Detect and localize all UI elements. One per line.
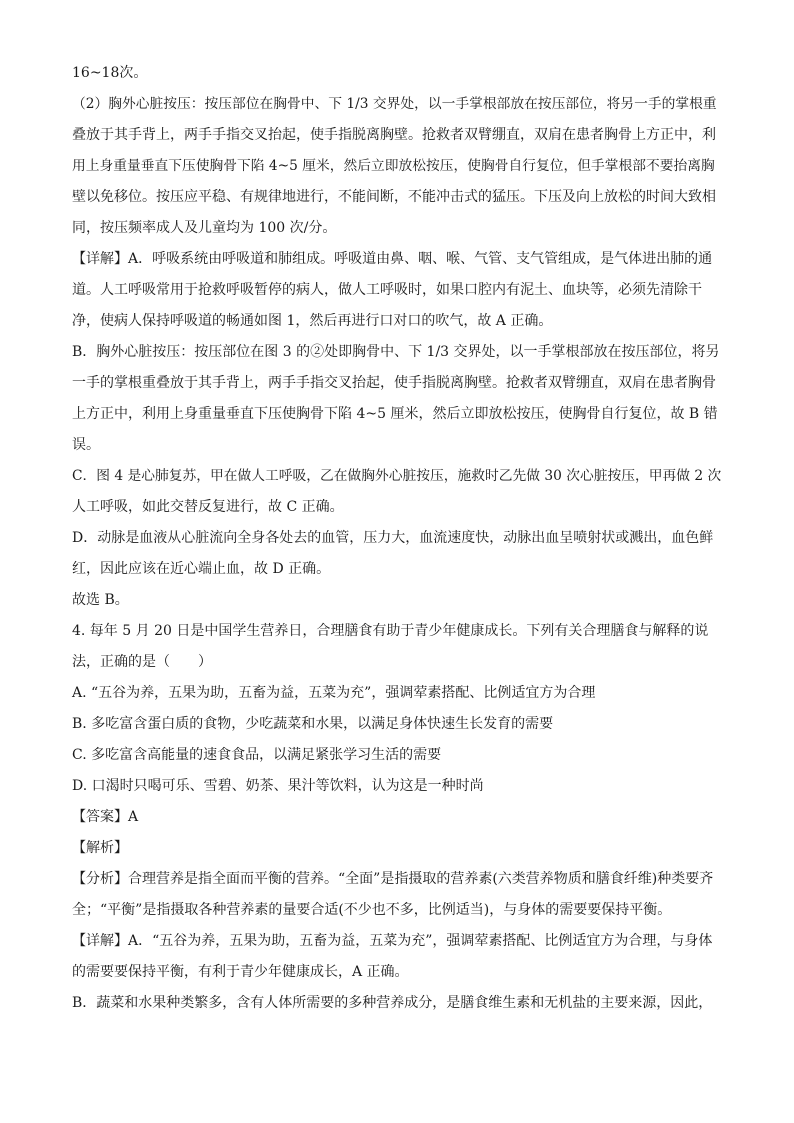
text-line: 壁以免移位。按压应平稳、有规律地进行，不能间断，不能冲击式的猛压。下压及向上放松的时间大致相 [72,189,716,205]
document-page [72,58,724,1019]
option-b: B. 多吃富含蛋白质的食物，少吃蔬菜和水果，以满足身体快速生长发育的需要 [72,716,554,732]
text-line: 净，使病人保持呼吸道的畅通如图 1，然后再进行口对口的吹气，故 A 正确。 [72,313,553,329]
text-line: （2）胸外心脏按压：按压部位在胸骨中、下 1/3 交界处，以一手掌根部放在按压部位，将另一手的掌根重 [72,96,717,112]
question-stem: 4. 每年 5 月 20 日是中国学生营养日，合理膳食有助于青少年健康成长。下列有关合理膳食与解释的说 [72,623,709,639]
option-c: C. 多吃富含高能量的速食食品，以满足紧张学习生活的需要 [72,747,442,763]
text-line: 道。人工呼吸常用于抢救呼吸暂停的病人，做人工呼吸时，如果口腔内有泥土、血块等，必须先清除干 [72,282,702,298]
text-line: 16~18次。 [72,65,148,81]
text-line: 误。 [72,437,100,453]
text-line: 【详解】A．呼吸系统由呼吸道和肺组成。呼吸道由鼻、咽、喉、气管、支气管组成，是气体进出肺的通 [72,251,713,267]
text-line: 【详解】A．“五谷为养，五果为助，五畜为益，五菜为充”，强调荤素搭配、比例适宜方为合理，与身体 [72,933,713,949]
analysis-heading: 【解析】 [72,840,128,856]
text-line: 一手的掌根重叠放于其手背上，两手手指交叉抬起，使手指脱离胸壁。抢救者双臂绷直，双肩在患者胸骨 [72,375,716,391]
text-line: B．胸外心脏按压：按压部位在图 3 的②处即胸骨中、下 1/3 交界处，以一手掌根部放在按压部位，将另 [72,344,720,360]
text-line: 的需要要保持平衡，有利于青少年健康成长，A 正确。 [72,964,409,980]
text-line: 叠放于其手背上，两手手指交叉抬起，使手指脱离胸壁。抢救者双臂绷直，双肩在患者胸骨上方正中，利 [72,127,716,143]
text-line: 故选 B。 [72,592,129,608]
text-line: 【分析】合理营养是指全面而平衡的营养。“全面”是指摄取的营养素(六类营养物质和膳食纤维)种类要齐 [72,871,714,887]
question-stem: 法，正确的是（ ） [72,654,212,670]
text-line: 用上身重量垂直下压使胸骨下陷 4~5 厘米，然后立即放松按压，使胸骨自行复位，但手掌根部不要抬离胸 [72,158,715,174]
text-line: D．动脉是血液从心脏流向全身各处去的血管，压力大，血流速度快，动脉出血呈喷射状或溅出，血色鲜 [72,530,714,546]
text-line: C．图 4 是心肺复苏，甲在做人工呼吸，乙在做胸外心脏按压，施救时乙先做 30 次心脏按压，甲再做 2 次 [72,468,722,484]
text-line: 红，因此应该在近心端止血，故 D 正确。 [72,561,331,577]
text-line: B．蔬菜和水果种类繁多，含有人体所需要的多种营养成分，是膳食维生素和无机盐的主要来源，因此， [72,995,713,1011]
option-a: A. “五谷为养，五果为助，五畜为益，五菜为充”，强调荤素搭配、比例适宜方为合理 [72,685,596,701]
text-line: 全；“平衡”是指摄取各种营养素的量要合适(不少也不多，比例适当)，与身体的需要要保持平衡。 [72,902,672,918]
answer-heading: 【答案】A [72,809,139,825]
text-line: 同，按压频率成人及儿童均为 100 次/分。 [72,220,337,236]
text-line: 人工呼吸，如此交替反复进行，故 C 正确。 [72,499,344,515]
option-d: D. 口渴时只喝可乐、雪碧、奶茶、果汁等饮料，认为这是一种时尚 [72,778,484,794]
text-line: 上方正中，利用上身重量垂直下压使胸骨下陷 4~5 厘米，然后立即放松按压，使胸骨自行复位，故 B 错 [72,406,718,422]
